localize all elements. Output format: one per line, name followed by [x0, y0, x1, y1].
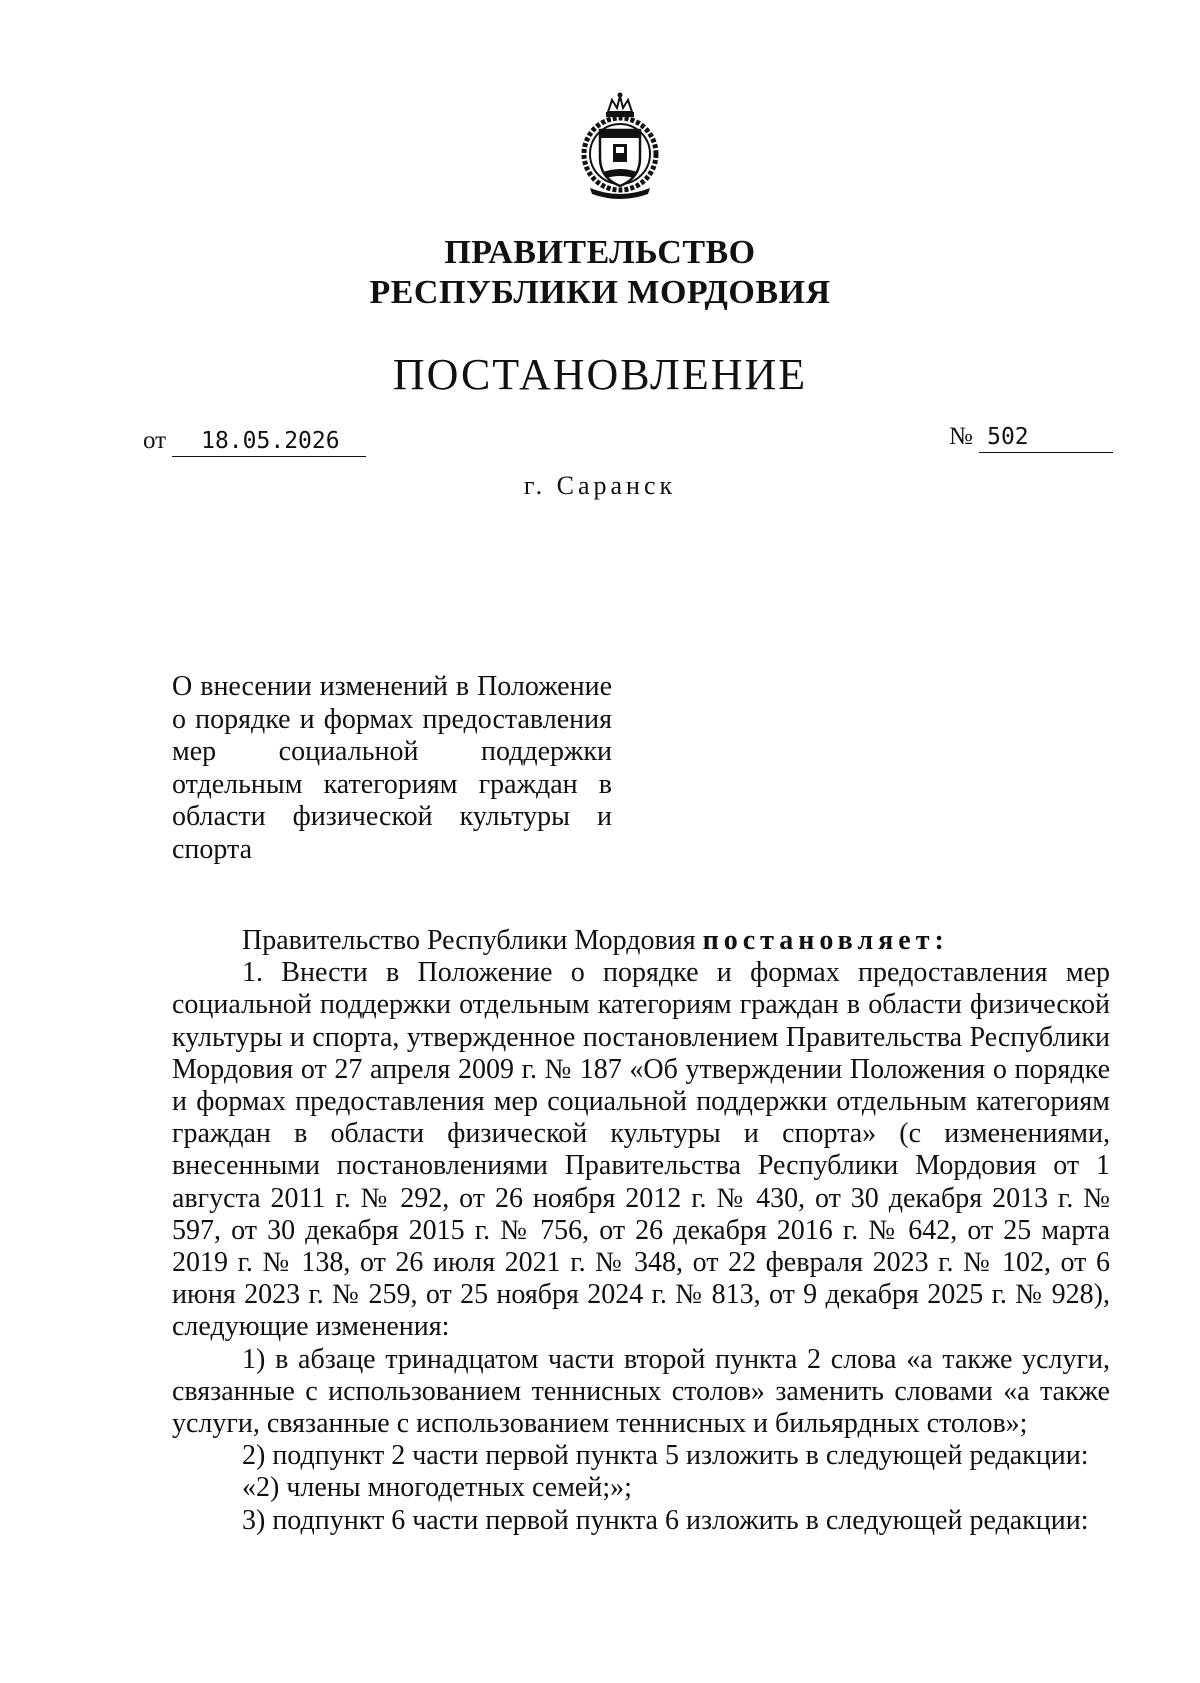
document-body [172, 925, 1110, 1537]
preamble-paragraph [172, 925, 1110, 957]
body-paragraph-1: 1. Внести в Положение о порядке и формах предоставления мер социальной поддержки отдельным категориям граждан в области физической культуры и спорта, утвержденное постановлением Правительства Республики Мордовия от 27 апреля 2009 г. № 187 «Об утверждении Положения о порядке и формах предоставления мер социальной поддержки отдельным категориям граждан в области физической культуры и спорта» (с изменениями, внесенными постановлениями Правительства Республики Мордовия от 1 августа 2011 г. № 292, от 26 ноября 2012 г. № 430, от 30 декабря 2013 г. № 597, от 30 декабря 2015 г. № 756, от 26 декабря 2016 г. № 642, от 25 марта 2019 г. № 138, от 26 июля 2021 г. № 348, от 22 февраля 2023 г. № 102, от 6 июня 2023 г. № 259, от 25 ноября 2024 г. № 813, от 9 декабря 2025 г. № 928), следующие изменения: [172, 957, 1110, 1343]
preamble-verb: постановляет: [702, 925, 949, 956]
preamble-text: Правительство Республики Мордовия [242, 925, 696, 956]
body-paragraph-2: 1) в абзаце тринадцатом части второй пункта 2 слова «а также услуги, связанные с использованием теннисных столов» заменить словами «а также услуги, связанные с использованием теннисных и бильярдных столов»; [172, 1343, 1110, 1440]
org-title-line2: РЕСПУБЛИКИ МОРДОВИЯ [369, 274, 831, 311]
body-paragraph-5: 3) подпункт 6 части первой пункта 6 изложить в следующей редакции: [242, 1504, 1089, 1536]
document-date: 18.05.2026 [172, 426, 366, 457]
body-paragraph-3: 2) подпункт 2 части первой пункта 5 изложить в следующей редакции: [242, 1440, 1089, 1472]
city-line: г. Саранск [523, 471, 677, 500]
document-subject: О внесении изменений в Положение о порядке и формах предоставления мер социальной поддержки отдельным категориям граждан в области физической культуры и спорта [172, 671, 612, 865]
number-row [949, 422, 1113, 453]
document-number: 502 [979, 422, 1113, 453]
date-prefix: от [143, 427, 167, 454]
date-row [143, 426, 366, 457]
coat-of-arms-emblem [570, 92, 670, 202]
document-type: ПОСТАНОВЛЕНИЕ [392, 350, 808, 399]
number-prefix: № [949, 423, 973, 450]
org-title-line1: ПРАВИТЕЛЬСТВО [444, 234, 756, 271]
body-paragraph-4: «2) члены многодетных семей;»; [242, 1472, 632, 1504]
